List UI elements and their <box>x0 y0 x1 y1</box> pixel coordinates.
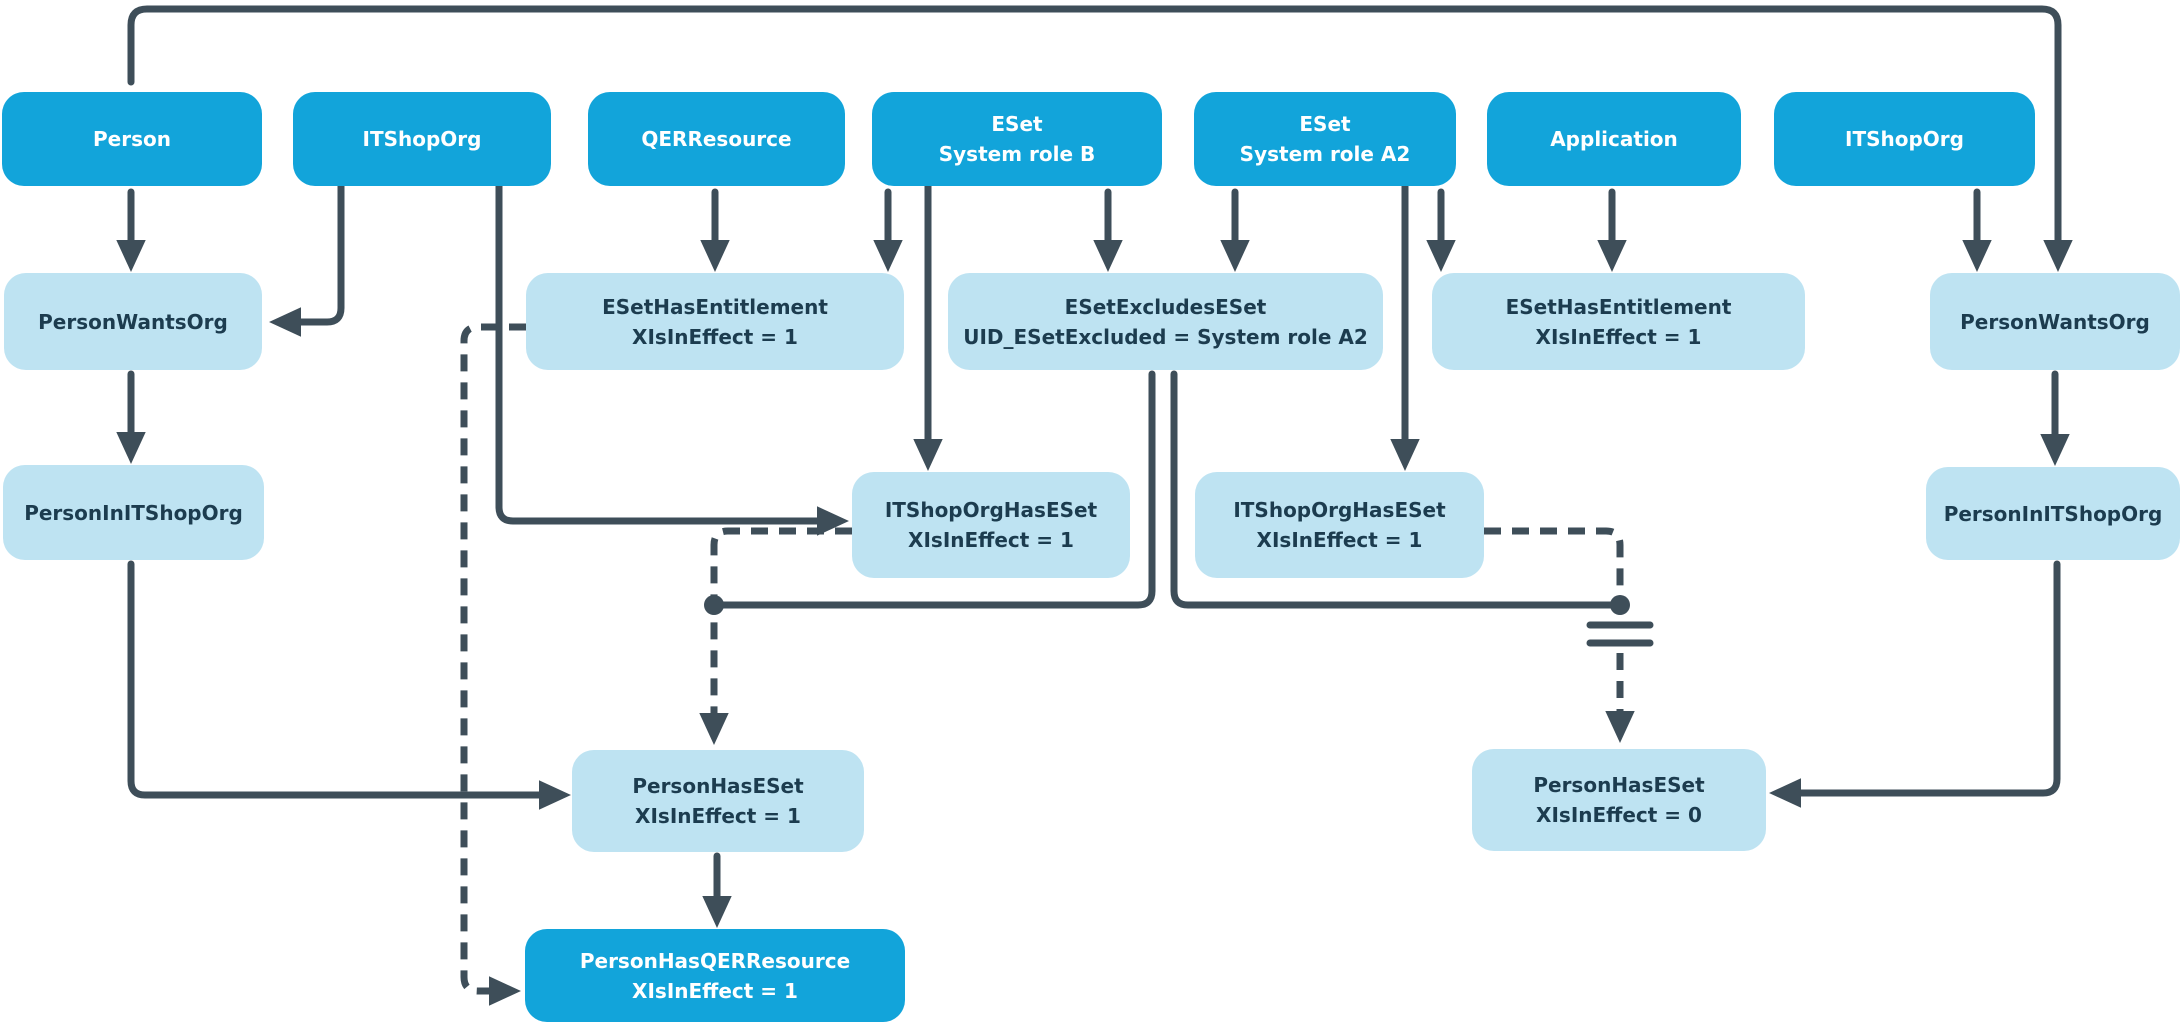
junction-right-dot <box>1610 595 1630 615</box>
node-personhasqerresource <box>525 929 905 1022</box>
node-esethasentitlement-1-line1: ESetHasEntitlement <box>602 294 828 319</box>
node-itshoporghaseset-1-line1: ITShopOrgHasESet <box>884 498 1098 522</box>
node-esethasentitlement-1-line2: XIsInEffect = 1 <box>632 324 798 349</box>
exclusion-symbol <box>1590 625 1650 643</box>
node-itshoporg-2 <box>1774 92 2035 186</box>
node-itshoporg-2-label: ITShopOrg <box>1845 127 1964 151</box>
node-personinitshoporg-1 <box>3 465 264 560</box>
node-personhasqerresource-line1: PersonHasQERResource <box>579 948 851 973</box>
node-esethasentitlement-2-line1: ESetHasEntitlement <box>1505 294 1732 319</box>
node-esetexcludeseset-line2: UID_ESetExcluded = System role A2 <box>963 324 1368 349</box>
edge-personinitshoporg2-personhaseset0 <box>1798 564 2057 793</box>
node-itshoporghaseset-2-line1: ITShopOrgHasESet <box>1233 498 1446 522</box>
node-personinitshoporg-2-label: PersonInITShopOrg <box>1943 501 2163 526</box>
node-itshoporg-1-label: ITShopOrg <box>362 127 482 151</box>
node-personhaseset-1 <box>572 750 864 852</box>
node-personinitshoporg-1-label: PersonInITShopOrg <box>24 500 243 525</box>
edge-itshoporg1-personwantsorg <box>298 186 341 322</box>
node-esethasentitlement-2 <box>1432 273 1805 370</box>
edge-itshoporghaseset2-blocked-upper <box>1484 531 1620 612</box>
node-qerresource-label: QERResource <box>641 127 792 151</box>
node-personhaseset-1-line1: PersonHasESet <box>632 774 804 798</box>
node-personinitshoporg-2 <box>1926 467 2180 560</box>
node-eset-system-role-b-line2: System role B <box>938 142 1096 166</box>
node-esethasentitlement-1 <box>526 273 904 370</box>
node-personwantsorg-2-label: PersonWantsOrg <box>1960 309 2150 334</box>
edge-personinitshoporg1-personhaseset1 <box>131 564 542 795</box>
node-itshoporghaseset-2-line2: XIsInEffect = 1 <box>1256 528 1423 552</box>
node-personhaseset-0-line2: XIsInEffect = 0 <box>1536 803 1702 827</box>
node-eset-system-role-a2-line2: System role A2 <box>1239 142 1411 166</box>
node-qerresource <box>588 92 845 186</box>
edge-esethasentitlement1-personhasqerresource <box>464 327 526 991</box>
node-eset-system-role-b-line1: ESet <box>991 112 1043 136</box>
node-esethasentitlement-2-line2: XIsInEffect = 1 <box>1535 324 1702 349</box>
node-personwantsorg-1-label: PersonWantsOrg <box>38 309 228 334</box>
node-personhaseset-0 <box>1472 749 1766 851</box>
node-eset-system-role-a2 <box>1194 92 1456 186</box>
node-eset-system-role-a2-line1: ESet <box>1299 112 1351 136</box>
node-eset-system-role-b <box>872 92 1162 186</box>
node-person-label: Person <box>93 127 171 151</box>
node-application <box>1487 92 1741 186</box>
node-person <box>2 92 262 186</box>
node-personhaseset-1-line2: XIsInEffect = 1 <box>635 804 801 828</box>
node-itshoporghaseset-1-line2: XIsInEffect = 1 <box>908 528 1074 552</box>
node-application-label: Application <box>1550 127 1678 151</box>
node-personhaseset-0-line1: PersonHasESet <box>1533 773 1705 797</box>
node-esetexcludeseset-line1: ESetExcludesESet <box>1064 294 1267 319</box>
edge-itshoporghaseset1-personhaseset1 <box>714 531 852 716</box>
dashed-edges <box>464 327 1620 991</box>
node-itshoporghaseset-1 <box>852 472 1130 578</box>
node-personhasqerresource-line2: XIsInEffect = 1 <box>632 978 798 1003</box>
node-itshoporghaseset-2 <box>1195 472 1484 578</box>
node-esetexcludeseset <box>948 273 1383 370</box>
node-itshoporg-1 <box>293 92 551 186</box>
node-personwantsorg-2 <box>1930 273 2180 370</box>
node-personwantsorg-1 <box>4 273 262 370</box>
junction-left-dot <box>704 595 724 615</box>
